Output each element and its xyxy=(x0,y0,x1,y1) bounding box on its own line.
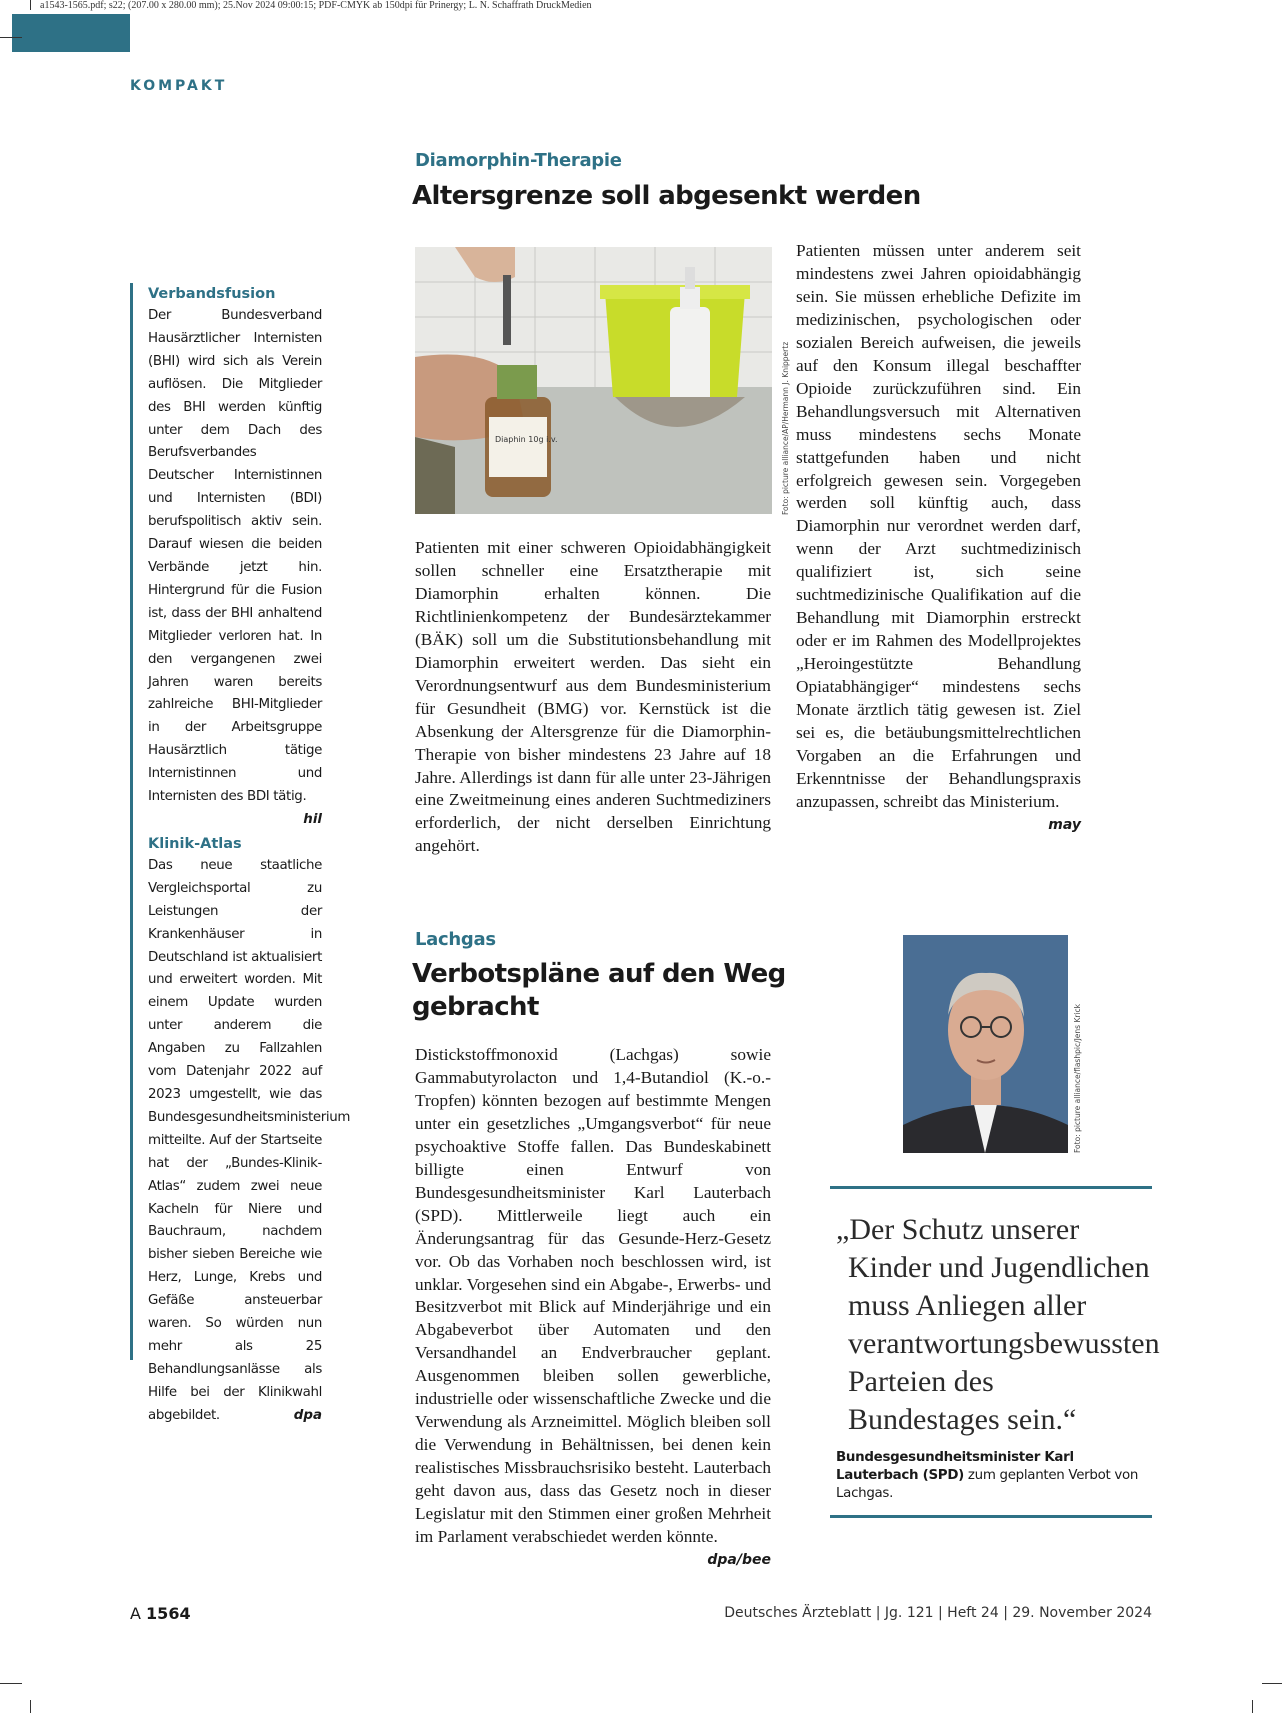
sidebar-body: Der Bundesverband Hausärztlicher Internisten (BHI) wird sich als Verein auflösen. Die Mitglieder des BHI werden künftig unter dem Dach des Berufsverbandes Deutscher Internistinnen und Internisten (BDI) berufspolitisch aktiv sein. Darauf wiesen die beiden Verbände jetzt hin. Hintergrund für die Fusion ist, dass der BHI anhaltend Mitglieder verloren hat. In den vergangenen zwei Jahren waren bereits zahlreiche BHI-Mitglieder in der Arbeitsgruppe Hausärztlich tätige Internistinnen und Internisten des BDI tätig. hil xyxy=(148,305,322,809)
quote-text: „Der Schutz unserer Kinder und Jugendlichen muss Anliegen aller verantwortungsbewussten Parteien des Bundestages sein.“ xyxy=(836,1213,1160,1436)
crop-mark xyxy=(1252,1700,1253,1713)
page-number: A 1564 xyxy=(130,1604,191,1623)
crop-mark xyxy=(1262,1683,1282,1684)
author-signature: dpa/bee xyxy=(707,1551,771,1568)
accent-bar xyxy=(12,14,130,52)
article1-headline: Altersgrenze soll abgesenkt werden xyxy=(412,181,921,211)
sidebar xyxy=(130,283,351,1423)
sidebar-kicker: Klinik-Atlas xyxy=(148,835,242,852)
sidebar-body: Das neue staatliche Vergleichsportal zu Leistungen der Krankenhäuser in Deutschland ist aktualisiert und erweitert worden. Mit einem Update wurden unter anderem die Angaben zu Fallzahlen vom Datenjahr 2022 auf 2023 umgestellt, wie das Bundesgesundheitsministerium mitteilte. Auf der Startseite hat der „Bundes-Klinik-Atlas“ zudem zwei neue Kacheln für Niere und Bauchraum, nachdem bisher sieben Bereiche wie Herz, Lunge, Krebs und Gefäße ansteuerbar waren. So würden nun mehr als 25 Behandlungsanlässe als Hilfe bei der Klinikwahl abgebildet. dpa xyxy=(148,855,322,1428)
sidebar-kicker: Verbandsfusion xyxy=(148,286,276,302)
crop-mark xyxy=(30,1700,31,1713)
crop-mark xyxy=(30,0,31,10)
article2-headline: Verbotspläne auf den Weg gebracht xyxy=(412,959,786,1022)
article2-kicker: Lachgas xyxy=(415,929,496,950)
photo-credit: Foto: picture alliance/AP/Hermann J. Knippertz xyxy=(781,341,790,515)
article1-col1: Patienten mit einer schweren Opioidabhängigkeit sollen schneller eine Ersatztherapie mit Diamorphin erhalten können. Die Richtlinienkompetenz der Bundesärztekammer (BÄK) soll um die Substitutionsbehandlung mit Diamorphin erweitert werden. Das sieht ein Verordnungsentwurf aus dem Bundesministerium für Gesundheit (BMG) vor. Kernstück ist die Absenkung der Altersgrenze für die Diamorphin-Therapie von bisher mindestens 23 Jahre auf 18 Jahre. Allerdings ist dann für alle unter 23-Jährigen eine Zweitmeinung eines anderen Suchtmediziners erforderlich, der nicht derselben Einrichtung angehört. xyxy=(415,538,771,856)
section-label: KOMPAKT xyxy=(130,78,228,94)
pull-quote xyxy=(830,1186,1160,1518)
author-signature: hil xyxy=(303,811,322,827)
sidebar-item xyxy=(148,833,351,1428)
article1-kicker: Diamorphin-Therapie xyxy=(415,150,622,171)
portrait-photo xyxy=(903,935,1068,1153)
article2-body: Distickstoffmonoxid (Lachgas) sowie Gammabutyrolacton und 1,4-Butandiol (K.-o.-Tropfen) könnten bezogen auf bestimmte Mengen unter ein gesetzliches „Umgangsverbot“ für neue psychoaktive Stoffe fallen. Das Bundeskabinett billigte einen Entwurf von Bundesgesundheitsminister Karl Lauterbach (SPD). Mittlerweile liegt auch ein Änderungsantrag für das Gesunde-Herz-Gesetz vor. Ob das Vorhaben noch beschlossen wird, ist unklar. Vorgesehen sind ein Abgabe-, Erwerbs- und Besitzverbot mit Blick auf Minderjährige und ein Abgabeverbot über Automaten und den Versandhandel an Endverbraucher geplant. Ausgenommen bleiben sollen gewerbliche, industrielle oder wissenschaftliche Zwecke und die Verwendung als Arzneimittel. Möglich bleiben soll die Verwendung in Behältnissen, bei denen kein realistisches Missbrauchsrisiko besteht. Lauterbach geht davon aus, dass das Gesetz noch in dieser Legislatur mit den Stimmen einer großen Mehrheit im Parlament verabschiedet werden könnte. dpa/bee xyxy=(415,1044,771,1572)
quote-caption: Bundesgesundheitsminister Karl Lauterbach (SPD) zum geplanten Verbot von Lachgas. xyxy=(836,1450,1139,1501)
print-header: a1543-1565.pdf; s22; (207.00 x 280.00 mm); 25.Nov 2024 09:00:15; PDF-CMYK ab 150dpi für Prinergy; L. N. Schaffrath DruckMedien xyxy=(40,0,592,11)
crop-mark xyxy=(0,37,22,38)
sidebar-item xyxy=(148,283,322,827)
article1-photo xyxy=(415,247,772,514)
author-signature: dpa xyxy=(293,1407,322,1423)
photo-credit: Foto: picture alliance/flashpic/Jens Krick xyxy=(1073,1003,1082,1153)
article1-col2: Patienten müssen unter anderem seit mindestens zwei Jahren opioidabhängig sein. Sie müssen erhebliche Defizite im medizinischen, psychologischen oder sozialen Bereich aufweisen, die jeweils auf den Konsum illegal beschaffter Opioide zurückzuführen sind. Ein Behandlungsversuch mit Alternativen muss mindestens sechs Monate stattgefunden haben und nicht erfolgreich gewesen sein. Vorgegeben werden soll künftig auch, dass Diamorphin nur verordnet werden darf, wenn der Arzt suchtmedizinisch qualifiziert ist, sich seine suchtmedizinische Qualifikation auf die Behandlung mit Diamorphin erstreckt oder er im Rahmen des Modellprojektes „Heroingestützte Behandlung Opiatabhängiger“ mindestens sechs Monate ärztlich tätig gewesen ist. Ziel sei es, die betäubungsmittelrechtlichen Vorgaben an die Erfahrungen und Erkenntnisse der Behandlungspraxis anzupassen, schreibt das Ministerium. may xyxy=(796,240,1081,837)
author-signature: may xyxy=(1048,816,1081,833)
journal-info: Deutsches Ärzteblatt | Jg. 121 | Heft 24 | 29. November 2024 xyxy=(724,1605,1152,1621)
vial-label: Diaphin 10g i.v. xyxy=(495,435,558,444)
crop-mark xyxy=(0,1683,22,1684)
